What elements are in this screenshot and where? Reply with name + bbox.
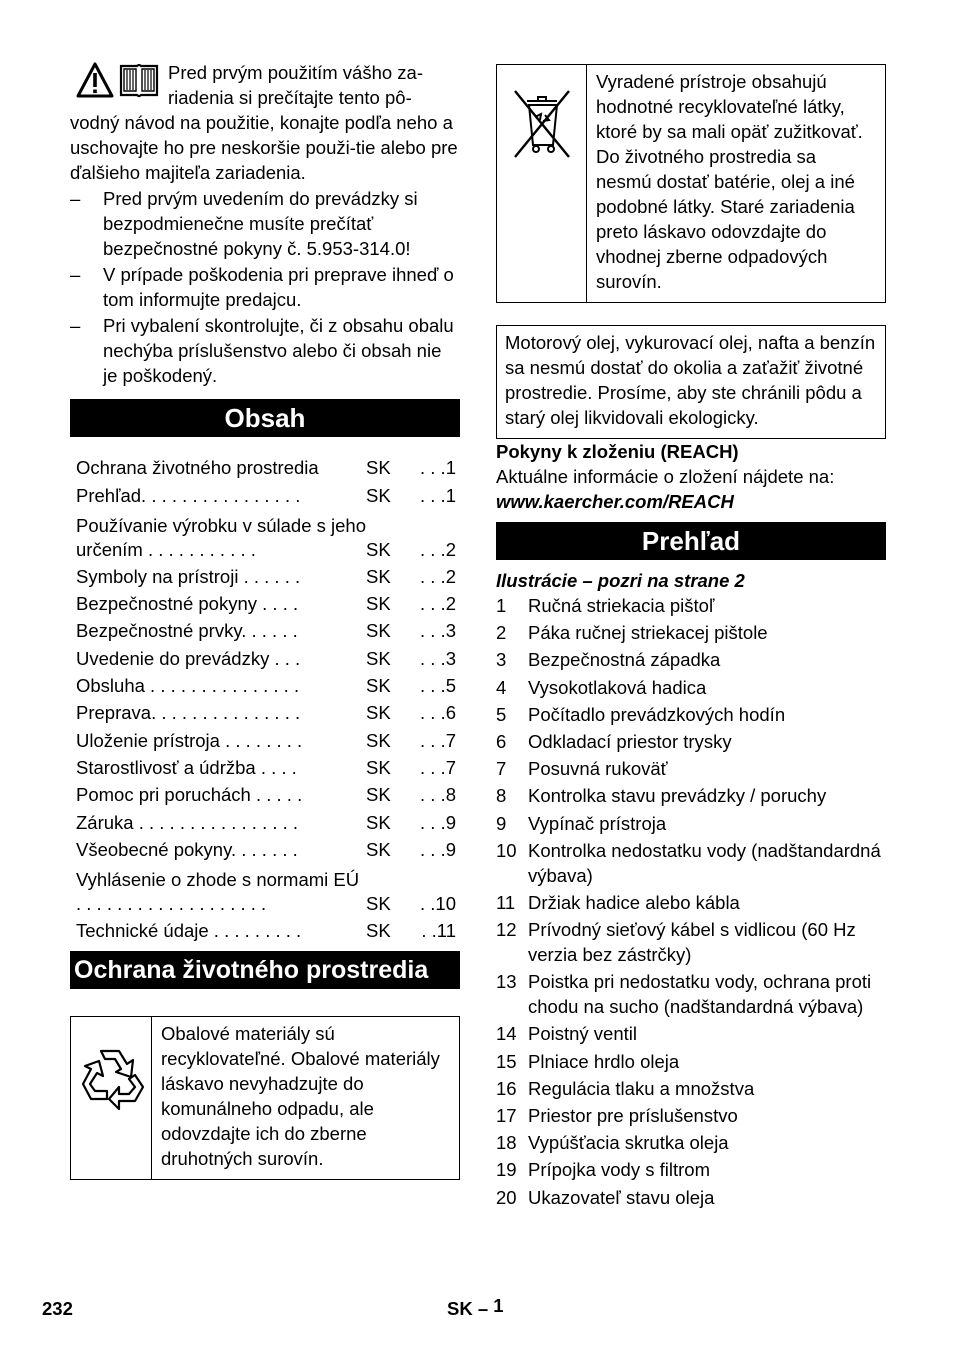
- toc-row[interactable]: [76, 862, 460, 916]
- toc-lang: SK: [366, 892, 391, 914]
- toc-row[interactable]: [76, 916, 460, 943]
- toc-page: . . .7: [420, 729, 456, 751]
- overview-item-number: 1: [496, 595, 507, 616]
- overview-item-number: 10: [496, 839, 517, 861]
- toc-row[interactable]: [76, 508, 460, 562]
- toc-title: Bezpečnostné pokyny . . . .: [76, 593, 299, 615]
- toc-row[interactable]: [76, 807, 460, 834]
- overview-item-label: Odkladací priestor trysky: [528, 730, 732, 752]
- toc-title: Technické údaje . . . . . . . . .: [76, 920, 302, 942]
- overview-item: [496, 1130, 886, 1155]
- table-of-contents: [76, 453, 460, 943]
- toc-title: Uloženie prístroja . . . . . . . .: [76, 729, 303, 751]
- footer-separator: –: [477, 1298, 489, 1319]
- toc-page: . . .2: [420, 538, 456, 560]
- intro-item-1: – Pred prvým uvedením do prevádzky si bezpodmienečne musíte prečítať bezpečnostné pokyny č. 5.953-314.0!: [70, 186, 460, 261]
- overview-item: [496, 729, 886, 754]
- toc-title: Pomoc pri poruchách . . . . .: [76, 784, 303, 806]
- overview-subtitle: Ilustrácie – pozri na strane 2: [496, 570, 745, 591]
- overview-item: [496, 838, 886, 888]
- weee-text: Vyradené prístroje obsahujú hodnotné recyklovateľné látky, ktoré by sa mali opäť zužitkovať. Do životného prostredia sa nesmú dostať batérie, olej a iné podobné látky. Staré zariadenia preto láskavo odovzdajte do vhodnej zberne odpadových surovín.: [596, 71, 863, 292]
- overview-item-label: Posuvná rukoväť: [528, 758, 668, 780]
- toc-title: Uvedenie do prevádzky . . .: [76, 647, 301, 669]
- toc-lang: SK: [366, 675, 391, 697]
- toc-lang: SK: [366, 647, 391, 669]
- oil-notice-box: [496, 325, 886, 439]
- recycle-icon: [71, 1039, 151, 1119]
- overview-item-number: 7: [496, 758, 507, 780]
- toc-row[interactable]: [76, 453, 460, 480]
- overview-item-label: Bezpečnostná západka: [528, 649, 721, 671]
- toc-title: Všeobecné pokyny. . . . . . .: [76, 838, 298, 860]
- toc-lang: SK: [366, 756, 391, 778]
- toc-lang: SK: [366, 620, 391, 642]
- toc-lang: SK: [366, 811, 391, 833]
- overview-item-number: 9: [496, 812, 507, 834]
- intro-line-1: Pred prvým použitím vášho za-: [168, 62, 423, 83]
- toc-title: Symboly na prístroji . . . . . .: [76, 565, 301, 587]
- toc-page: . . .6: [420, 702, 456, 724]
- toc-lang: SK: [366, 920, 391, 942]
- overview-item: [496, 647, 886, 672]
- toc-row[interactable]: [76, 780, 460, 807]
- toc-lang: SK: [366, 838, 391, 860]
- toc-row[interactable]: [76, 480, 460, 507]
- overview-item-label: Poistný ventil: [528, 1023, 637, 1045]
- toc-page: . . .5: [420, 675, 456, 697]
- toc-page: . . .2: [420, 565, 456, 587]
- reach-text: Aktuálne informácie o zložení nájdete na:: [496, 466, 835, 487]
- toc-page: . . .3: [420, 620, 456, 642]
- overview-item-number: 6: [496, 730, 507, 752]
- overview-item-label: Vysokotlaková hadica: [528, 676, 707, 698]
- toc-title: Starostlivosť a údržba . . . .: [76, 756, 297, 778]
- overview-heading: Prehľad: [496, 522, 886, 560]
- overview-item-number: 19: [496, 1159, 517, 1181]
- overview-item: [496, 811, 886, 836]
- toc-row[interactable]: [76, 753, 460, 780]
- footer-lang-code: SK: [447, 1298, 473, 1319]
- toc-title: Bezpečnostné prvky. . . . . .: [76, 620, 298, 642]
- overview-item-number: 18: [496, 1132, 517, 1154]
- overview-item-number: 5: [496, 703, 507, 725]
- overview-item-number: 4: [496, 676, 507, 698]
- overview-item: [496, 969, 886, 1019]
- overview-item-label: Kontrolka nedostatku vody (nadštandardná výbava): [528, 839, 881, 886]
- toc-row[interactable]: [76, 725, 460, 752]
- toc-lang: SK: [366, 729, 391, 751]
- toc-page: . . .9: [420, 811, 456, 833]
- overview-item-number: 20: [496, 1186, 517, 1208]
- overview-item-number: 16: [496, 1077, 517, 1099]
- overview-item-number: 15: [496, 1050, 517, 1072]
- toc-page: . . .9: [420, 838, 456, 860]
- overview-item: [496, 593, 886, 618]
- right-column: [496, 64, 886, 1212]
- overview-item-label: Poistka pri nedostatku vody, ochrana proti chodu na sucho (nadštandardná výbava): [528, 971, 872, 1018]
- overview-item-label: Počítadlo prevádzkových hodín: [528, 703, 786, 725]
- toc-title: Vyhlásenie o zhode s normami EÚ . . . . . . . . . . . . . . . . . . .: [76, 868, 360, 914]
- oil-text: Motorový olej, vykurovací olej, nafta a benzín sa nesmú dostať do okolia a zaťažiť životné prostredie. Prosíme, aby ste chránili pôdu a starý olej likvidovali ekologicky.: [505, 332, 876, 428]
- toc-row[interactable]: [76, 616, 460, 643]
- intro-item-2: – V prípade poškodenia pri preprave ihneď o tom informujte predajcu.: [70, 262, 460, 312]
- overview-item: [496, 1076, 886, 1101]
- overview-item-label: Ručná striekacia pištoľ: [528, 595, 715, 616]
- footer-local-page: 1: [493, 1295, 504, 1316]
- toc-page: . . .7: [420, 756, 456, 778]
- toc-row[interactable]: [76, 562, 460, 589]
- overview-item-label: Prípojka vody s filtrom: [528, 1159, 710, 1181]
- toc-lang: SK: [366, 565, 391, 587]
- left-column: [70, 60, 460, 1180]
- overview-item-label: Páka ručnej striekacej pištole: [528, 622, 768, 644]
- toc-page: . . .2: [420, 593, 456, 615]
- overview-item-label: Ukazovateľ stavu oleja: [528, 1186, 715, 1208]
- reach-link[interactable]: www.kaercher.com/REACH: [496, 491, 734, 512]
- toc-page: . .10: [420, 892, 456, 914]
- overview-item-number: 13: [496, 971, 517, 993]
- overview-item-label: Kontrolka stavu prevádzky / poruchy: [528, 785, 827, 807]
- reach-heading: Pokyny k zloženiu (REACH): [496, 441, 739, 462]
- overview-item: [496, 702, 886, 727]
- overview-item-label: Plniace hrdlo oleja: [528, 1050, 680, 1072]
- overview-item-label: Vypínač prístroja: [528, 812, 667, 834]
- overview-item-label: Regulácia tlaku a množstva: [528, 1077, 755, 1099]
- toc-lang: SK: [366, 538, 391, 560]
- overview-item-label: Vypúšťacia skrutka oleja: [528, 1132, 729, 1154]
- weee-box: [496, 64, 886, 303]
- toc-page: . . .3: [420, 647, 456, 669]
- overview-item-number: 14: [496, 1023, 517, 1045]
- overview-item: [496, 783, 886, 808]
- toc-row[interactable]: [76, 671, 460, 698]
- toc-title: Obsluha . . . . . . . . . . . . . . .: [76, 675, 300, 697]
- manual-book-icon: [118, 62, 160, 98]
- warning-triangle-icon: [76, 62, 114, 98]
- intro-text: vodný návod na použitie, konajte podľa neho a uschovajte ho pre neskoršie použi-tie alebo pre ďalšieho majiteľa zariadenia.: [70, 112, 458, 183]
- intro-first-lines: [168, 60, 423, 110]
- toc-lang: SK: [366, 484, 391, 506]
- toc-heading: Obsah: [70, 399, 460, 437]
- toc-row[interactable]: [76, 643, 460, 670]
- toc-title: Používanie výrobku v súlade s jeho určením . . . . . . . . . . .: [76, 514, 367, 560]
- environment-heading: Ochrana životného prostredia: [70, 951, 460, 989]
- overview-item: [496, 1021, 886, 1046]
- intro-line-2: riadenia si prečítajte tento pô-: [168, 87, 412, 108]
- toc-row[interactable]: [76, 698, 460, 725]
- crossed-bin-icon: [509, 85, 575, 161]
- recycle-text: Obalové materiály sú recyklovateľné. Obalové materiály láskavo nevyhadzujte do komunálneho odpadu, ale odovzdajte ich do zberne druhotných surovín.: [161, 1023, 440, 1170]
- overview-item: [496, 620, 886, 645]
- intro-list: [70, 186, 460, 388]
- overview-item: [496, 1185, 886, 1210]
- overview-item-label: Prívodný sieťový kábel s vidlicou (60 Hz verzia bez zástrčky): [528, 919, 856, 966]
- bin-icon-cell: [497, 65, 587, 302]
- toc-page: . . .1: [420, 457, 456, 479]
- intro-item-3: – Pri vybalení skontrolujte, či z obsahu obalu nechýba príslušenstvo alebo či obsah nie je poškodený.: [70, 313, 460, 388]
- toc-page: . .11: [421, 920, 456, 942]
- recycle-icon-cell: [71, 1017, 152, 1179]
- toc-title: Ochrana životného prostredia: [76, 457, 319, 479]
- toc-page: . . .1: [420, 484, 456, 506]
- toc-title: Prehľad. . . . . . . . . . . . . . . .: [76, 484, 301, 506]
- intro-icons: [76, 62, 160, 98]
- overview-item-number: 17: [496, 1105, 517, 1126]
- toc-lang: SK: [366, 457, 391, 479]
- toc-page: . . .8: [420, 784, 456, 806]
- toc-lang: SK: [366, 784, 391, 806]
- overview-item: [496, 1049, 886, 1074]
- footer-lang: [447, 1295, 504, 1320]
- overview-item: [496, 890, 886, 915]
- overview-item-number: 12: [496, 919, 517, 941]
- overview-item-number: 3: [496, 649, 507, 671]
- overview-item: [496, 917, 886, 967]
- overview-item-number: 11: [496, 891, 516, 913]
- overview-item-number: 8: [496, 785, 507, 807]
- overview-item: [496, 1103, 886, 1128]
- overview-list: [496, 593, 886, 1210]
- overview-item-label: Priestor pre príslušenstvo: [528, 1105, 738, 1126]
- recycle-box: [70, 1016, 460, 1180]
- toc-lang: SK: [366, 702, 391, 724]
- toc-title: Preprava. . . . . . . . . . . . . . .: [76, 702, 301, 724]
- page-number: 232: [42, 1298, 73, 1319]
- toc-lang: SK: [366, 593, 391, 615]
- toc-title: Záruka . . . . . . . . . . . . . . . .: [76, 811, 299, 833]
- toc-row[interactable]: [76, 835, 460, 862]
- overview-item: [496, 675, 886, 700]
- overview-item-label: Držiak hadice alebo kábla: [528, 891, 740, 913]
- overview-item: [496, 756, 886, 781]
- overview-item: [496, 1157, 886, 1182]
- overview-item-number: 2: [496, 622, 507, 644]
- toc-row[interactable]: [76, 589, 460, 616]
- intro-block: [70, 60, 460, 110]
